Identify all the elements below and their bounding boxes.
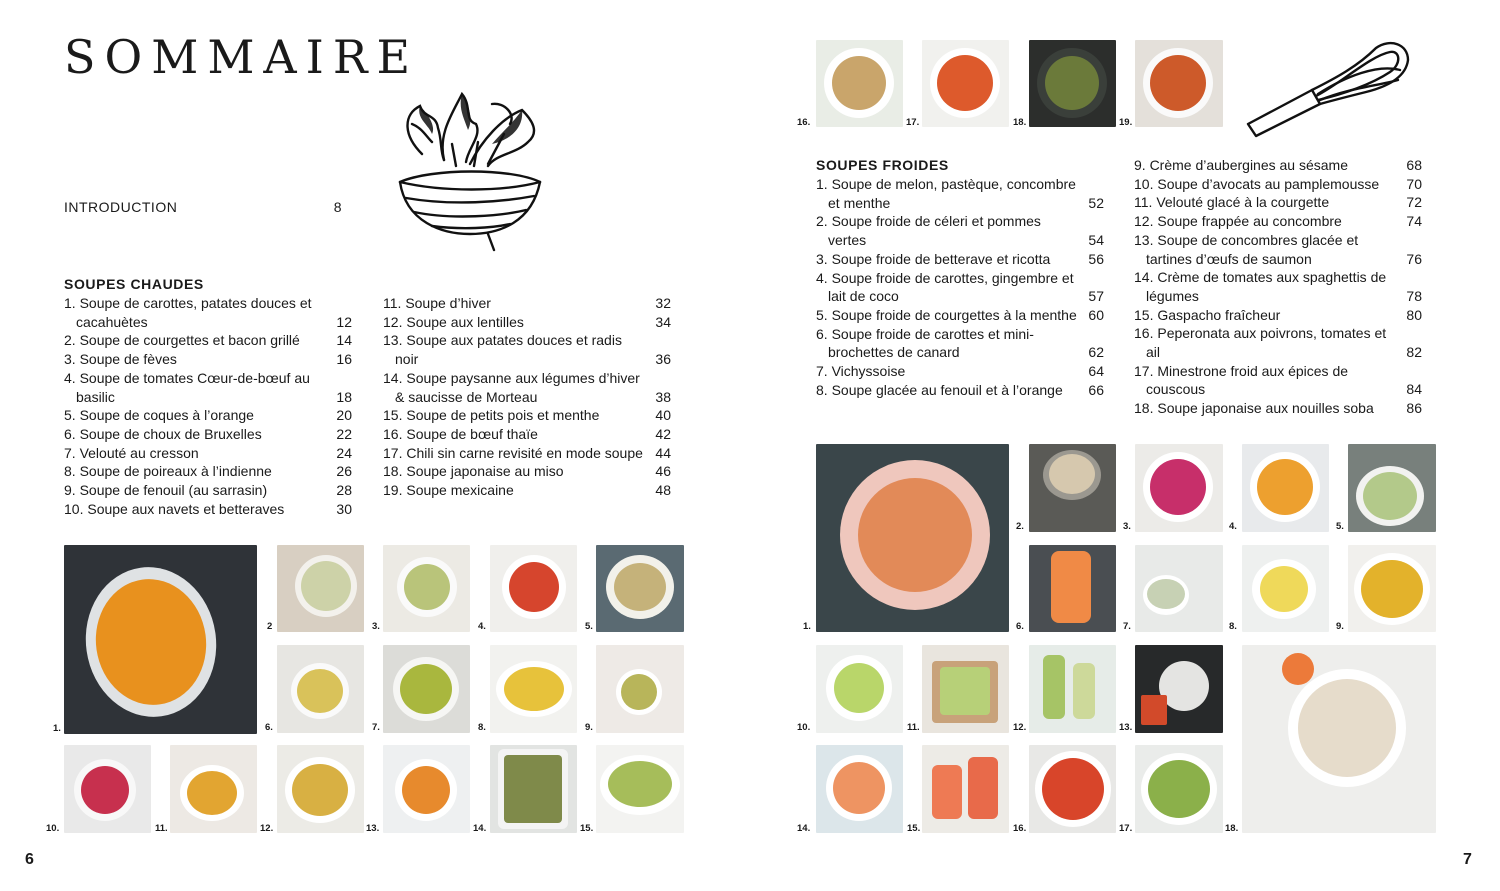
toc-entry-page: 36 [655, 351, 671, 368]
toc-entry[interactable] [383, 444, 671, 463]
photo-12[interactable] [277, 745, 364, 833]
toc-entry[interactable] [64, 481, 352, 500]
photo-2[interactable] [277, 545, 364, 632]
toc-entry-title: 5. Soupe de coques à l’orange [64, 407, 254, 424]
toc-entry-title: 8. Soupe de poireaux à l’indienne [64, 463, 272, 480]
photo-14[interactable] [490, 745, 577, 833]
photo-label: 8. [478, 722, 486, 733]
toc-entry-page: 28 [336, 482, 352, 499]
toc-entry-page: 30 [336, 500, 352, 517]
toc-entry-page: 78 [1406, 287, 1422, 304]
photo-label: 6. [1016, 621, 1024, 632]
photo-16[interactable] [816, 40, 903, 127]
toc-entry[interactable] [1134, 268, 1422, 305]
toc-entry-title: 15. Soupe de petits pois et menthe [383, 407, 600, 424]
photo-5[interactable] [596, 545, 684, 632]
toc-entry[interactable] [64, 425, 352, 444]
photo-3[interactable] [383, 545, 470, 632]
photo-cold-4[interactable] [1242, 444, 1329, 532]
toc-introduction[interactable] [64, 199, 342, 215]
toc-entry-title: 11. Velouté glacé à la courgette [1134, 194, 1330, 211]
toc-entry-page: 14 [336, 332, 352, 349]
toc-entry-page: 84 [1406, 381, 1422, 398]
photo-cold-3[interactable] [1135, 444, 1223, 532]
toc-entry[interactable] [383, 425, 671, 444]
toc-entry-page: 22 [336, 425, 352, 442]
toc-cold-col1 [816, 175, 1104, 399]
photo-label: 2. [1016, 521, 1024, 532]
toc-entry[interactable] [1134, 399, 1422, 418]
photo-11[interactable] [170, 745, 257, 833]
toc-entry-title: 2. Soupe de courgettes et bacon grillé [64, 332, 300, 349]
toc-entry-page: 54 [1088, 232, 1104, 249]
toc-entry[interactable] [383, 331, 671, 368]
photo-label: 4. [1229, 521, 1237, 532]
toc-entry-page: 72 [1406, 194, 1422, 211]
toc-entry[interactable] [816, 250, 1104, 269]
photo-label: 3. [372, 621, 380, 632]
toc-entry[interactable] [64, 369, 352, 406]
photo-label: 9. [585, 722, 593, 733]
photo-label: 13. [1119, 722, 1133, 733]
toc-entry-title: 6. Soupe de choux de Bruxelles [64, 425, 262, 442]
photo-label: 15. [580, 823, 594, 834]
photo-cold-8[interactable] [1242, 545, 1329, 632]
photo-label: 12. [260, 823, 274, 834]
photo-cold-2[interactable] [1029, 444, 1116, 532]
photo-label: 14. [797, 823, 811, 834]
toc-entry[interactable] [383, 369, 671, 406]
photo-19[interactable] [1135, 40, 1223, 127]
toc-entry[interactable] [1134, 175, 1422, 194]
photo-cold-10[interactable] [816, 645, 903, 733]
toc-entry-page: 16 [336, 351, 352, 368]
toc-entry-title: 10. Soupe aux navets et betteraves [64, 500, 285, 517]
toc-entry-page: 64 [1088, 363, 1104, 380]
toc-entry[interactable] [64, 406, 352, 425]
toc-entry[interactable] [816, 175, 1104, 212]
toc-entry-title: 12. Soupe frappée au concombre [1134, 213, 1342, 230]
section-title-soupes-chaudes: SOUPES CHAUDES [64, 276, 204, 292]
toc-entry[interactable] [383, 406, 671, 425]
toc-entry-title: 9. Soupe de fenouil (au sarrasin) [64, 482, 268, 499]
toc-entry-title: 7. Velouté au cresson [64, 444, 199, 461]
toc-entry[interactable] [1134, 324, 1422, 361]
toc-entry-page: 86 [1406, 400, 1422, 417]
page-title: SOMMAIRE [64, 30, 420, 84]
toc-entry-title: 16. Soupe de bœuf thaïe [383, 425, 538, 442]
toc-entry-title: 14. Crème de tomates aux spaghettis de légumes [1134, 269, 1387, 304]
toc-entry-page: 12 [336, 313, 352, 330]
toc-entry-title: 15. Gaspacho fraîcheur [1134, 306, 1281, 323]
photo-label: 13. [366, 823, 380, 834]
photo-label: 4. [478, 621, 486, 632]
toc-entry-title: 18. Soupe japonaise au miso [383, 463, 564, 480]
photo-label: 11. [155, 823, 168, 834]
toc-entry-title: 3. Soupe froide de betterave et ricotta [816, 250, 1051, 267]
photo-9[interactable] [596, 645, 684, 733]
photo-label: 15. [907, 823, 921, 834]
toc-entry-title: 2. Soupe froide de céleri et pommes vertes [816, 213, 1041, 249]
toc-entry-page: 34 [655, 313, 671, 330]
toc-entry-title: 8. Soupe glacée au fenouil et à l’orange [816, 381, 1063, 398]
photo-cold-13[interactable] [1135, 645, 1223, 733]
toc-entry[interactable] [816, 269, 1104, 306]
toc-entry[interactable] [64, 462, 352, 481]
toc-entry-page: 20 [336, 407, 352, 424]
toc-entry[interactable] [816, 306, 1104, 325]
toc-entry-title: 4. Soupe de tomates Cœur-de-bœuf au basilic [64, 369, 310, 405]
photo-label: 1. [53, 723, 61, 734]
photo-label: 14. [473, 823, 487, 834]
toc-entry[interactable] [64, 331, 352, 350]
photo-label: 7. [372, 722, 380, 733]
toc-entry[interactable] [383, 481, 671, 500]
toc-cold-col2 [1134, 156, 1422, 418]
photo-8[interactable] [490, 645, 577, 733]
toc-entry-page: 40 [655, 407, 671, 424]
photo-cold-5[interactable] [1348, 444, 1436, 532]
photo-10[interactable] [64, 745, 151, 833]
photo-label: 16. [797, 117, 811, 128]
photo-label: 11. [907, 722, 920, 733]
toc-entry-page: 82 [1406, 344, 1422, 361]
toc-entry-page: 66 [1088, 381, 1104, 398]
toc-entry-page: 32 [655, 295, 671, 311]
photo-label: 2 [267, 621, 273, 632]
toc-entry-title: 10. Soupe d’avocats au pamplemousse [1134, 175, 1380, 192]
photo-label: 8. [1229, 621, 1237, 632]
whisk-illustration-icon [1240, 36, 1416, 140]
toc-entry-title: 17. Minestrone froid aux épices de couscous [1134, 362, 1349, 398]
photo-label: 17. [1119, 823, 1133, 834]
toc-entry-page: 52 [1088, 194, 1104, 211]
toc-entry-title: 12. Soupe aux lentilles [383, 313, 524, 330]
toc-entry-page: 24 [336, 444, 352, 461]
toc-entry-page: 44 [655, 444, 671, 461]
photo-cold-18[interactable] [1242, 645, 1436, 833]
toc-entry-title: 1. Soupe de melon, pastèque, concombre et menthe [816, 176, 1076, 211]
photo-cold-6[interactable] [1029, 545, 1116, 632]
photo-cold-17[interactable] [1135, 745, 1223, 833]
toc-entry-page: 70 [1406, 175, 1422, 192]
photo-4[interactable] [490, 545, 577, 632]
toc-entry[interactable] [64, 500, 352, 519]
toc-entry-page: 68 [1406, 157, 1422, 173]
toc-entry-title: 6. Soupe froide de carottes et mini-brochettes de canard [816, 325, 1034, 361]
toc-entry-page: 26 [336, 463, 352, 480]
photo-label: 6. [265, 722, 273, 733]
toc-entry-page: 38 [655, 388, 671, 405]
photo-13[interactable] [383, 745, 470, 833]
toc-entry-title: 9. Crème d’aubergines au sésame [1134, 157, 1349, 173]
toc-entry[interactable] [1134, 193, 1422, 212]
photo-7[interactable] [383, 645, 470, 733]
page-number-right: 7 [1463, 851, 1472, 868]
toc-entry-page: 42 [655, 425, 671, 442]
toc-hot-col2 [383, 294, 671, 500]
introduction-page: 8 [333, 199, 342, 215]
toc-entry-page: 74 [1406, 213, 1422, 230]
toc-entry-page: 76 [1406, 250, 1422, 267]
photo-label: 17. [906, 117, 920, 128]
toc-entry-title: 17. Chili sin carne revisité en mode soupe [383, 444, 643, 461]
photo-label: 1. [803, 621, 811, 632]
photo-18[interactable] [1029, 40, 1116, 127]
photo-cold-14[interactable] [816, 745, 903, 833]
toc-entry-title: 18. Soupe japonaise aux nouilles soba [1134, 400, 1374, 417]
toc-entry[interactable] [383, 462, 671, 481]
photo-label: 5. [585, 621, 593, 632]
photo-6[interactable] [277, 645, 364, 733]
photo-label: 16. [1013, 823, 1027, 834]
photo-label: 12. [1013, 722, 1027, 733]
section-title-soupes-froides: SOUPES FROIDES [816, 157, 949, 173]
toc-entry-title: 16. Peperonata aux poivrons, tomates et ail [1134, 325, 1387, 361]
toc-entry-page: 57 [1088, 288, 1104, 305]
photo-cold-9[interactable] [1348, 545, 1436, 632]
toc-entry[interactable] [64, 444, 352, 463]
toc-entry-page: 46 [655, 463, 671, 480]
toc-entry-page: 60 [1088, 306, 1104, 323]
vegetable-bowl-illustration-icon [392, 84, 548, 252]
toc-entry-title: 14. Soupe paysanne aux légumes d’hiver & saucisse de Morteau [383, 369, 640, 405]
toc-entry-page: 18 [336, 388, 352, 405]
toc-entry-page: 62 [1088, 344, 1104, 361]
introduction-label: INTRODUCTION [64, 199, 178, 215]
toc-entry-title: 13. Soupe de concombres glacée et tartines d’œufs de saumon [1134, 231, 1359, 267]
toc-entry[interactable] [816, 212, 1104, 249]
toc-entry-page: 80 [1406, 306, 1422, 323]
toc-entry[interactable] [816, 362, 1104, 381]
toc-entry[interactable] [1134, 362, 1422, 399]
toc-entry[interactable] [383, 294, 671, 313]
toc-entry[interactable] [64, 294, 352, 331]
photo-cold-11[interactable] [922, 645, 1009, 733]
page-number-left: 6 [25, 851, 34, 868]
toc-entry[interactable] [1134, 231, 1422, 268]
toc-entry[interactable] [64, 350, 352, 369]
photo-cold-15[interactable] [922, 745, 1009, 833]
toc-entry[interactable] [1134, 156, 1422, 175]
photo-label: 3. [1123, 521, 1131, 532]
photo-cold-1[interactable] [816, 444, 1009, 632]
photo-17[interactable] [922, 40, 1009, 127]
toc-entry-title: 1. Soupe de carottes, patates douces et cacahuètes [64, 295, 312, 330]
photo-cold-16[interactable] [1029, 745, 1116, 833]
photo-label: 18. [1225, 823, 1239, 834]
photo-label: 10. [797, 722, 811, 733]
photo-label: 19. [1119, 117, 1133, 128]
toc-entry[interactable] [816, 381, 1104, 400]
toc-entry-title: 5. Soupe froide de courgettes à la menthe [816, 306, 1077, 323]
photo-label: 5. [1336, 521, 1344, 532]
photo-cold-12[interactable] [1029, 645, 1116, 733]
photo-15[interactable] [596, 745, 684, 833]
photo-label: 18. [1013, 117, 1027, 128]
toc-entry[interactable] [383, 313, 671, 332]
toc-entry-title: 7. Vichyssoise [816, 363, 906, 380]
toc-entry[interactable] [1134, 306, 1422, 325]
toc-entry-title: 3. Soupe de fèves [64, 351, 177, 368]
photo-label: 10. [46, 823, 60, 834]
toc-entry-page: 48 [655, 482, 671, 499]
toc-entry[interactable] [816, 325, 1104, 362]
photo-1[interactable] [64, 545, 257, 734]
toc-entry-title: 11. Soupe d’hiver [383, 295, 491, 311]
photo-cold-7[interactable] [1135, 545, 1223, 632]
photo-label: 9. [1336, 621, 1344, 632]
toc-entry-title: 4. Soupe froide de carottes, gingembre et lait de coco [816, 269, 1074, 305]
photo-label: 7. [1123, 621, 1131, 632]
toc-entry-title: 13. Soupe aux patates douces et radis noir [383, 332, 622, 368]
toc-entry[interactable] [1134, 212, 1422, 231]
toc-entry-page: 56 [1088, 250, 1104, 267]
toc-hot-col1 [64, 294, 352, 518]
toc-entry-title: 19. Soupe mexicaine [383, 482, 514, 499]
